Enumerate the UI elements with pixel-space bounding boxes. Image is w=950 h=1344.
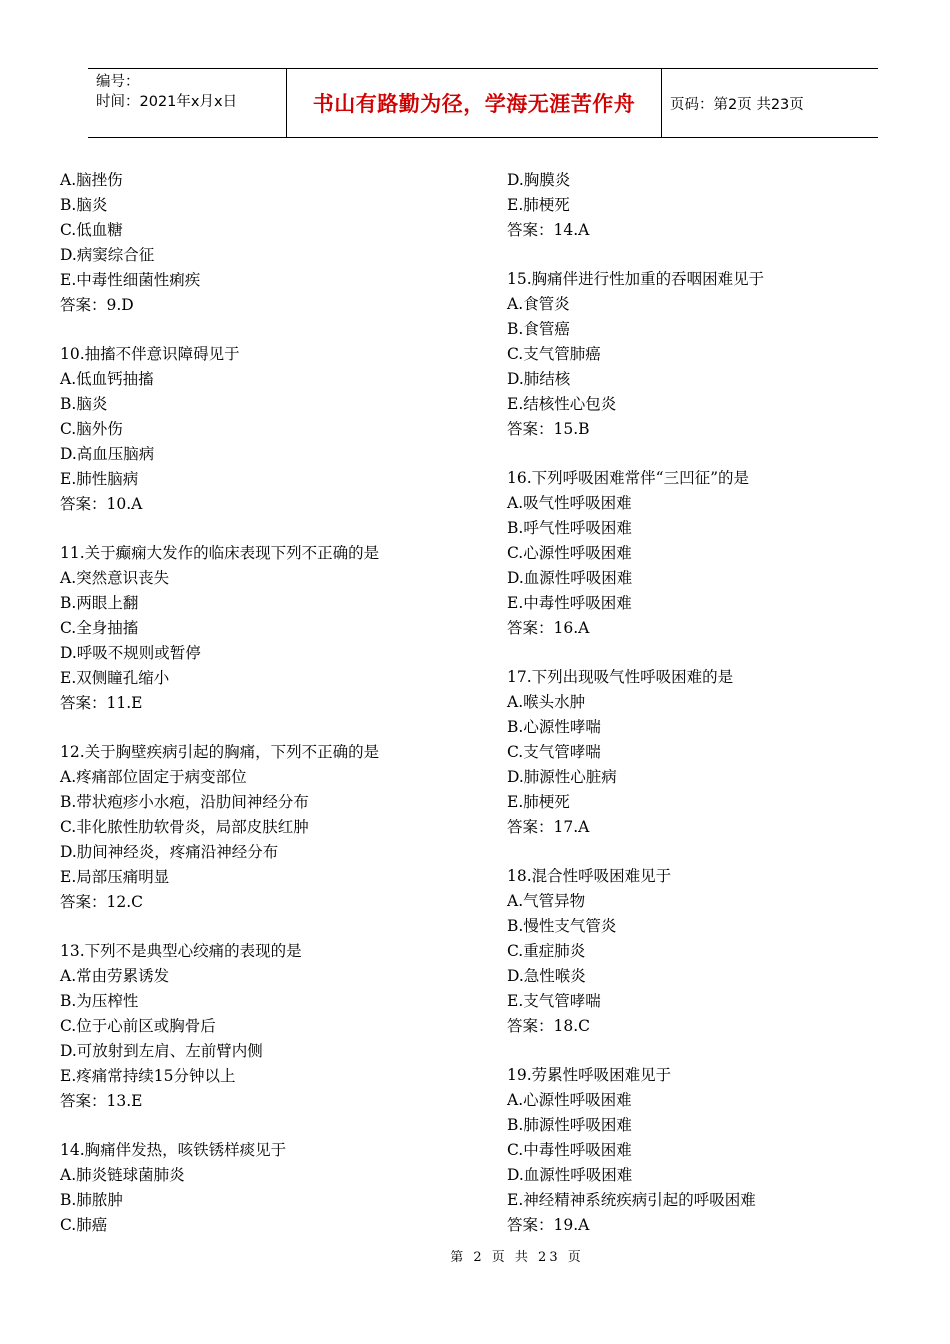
question-line: C.低血糖	[60, 221, 123, 239]
question-line: B.带状疱疹小水疱，沿肋间神经分布	[60, 793, 309, 811]
question-block	[60, 541, 480, 716]
question-block	[507, 168, 927, 243]
question-line: 17.下列出现吸气性呼吸困难的是	[507, 668, 734, 686]
question-block	[60, 342, 480, 517]
question-line: D.急性喉炎	[507, 967, 586, 985]
question-line: D.可放射到左肩、左前臂内侧	[60, 1042, 263, 1060]
right-column	[507, 168, 927, 1262]
question-line: E.神经精神系统疾病引起的呼吸困难	[507, 1191, 756, 1209]
time-label: 时间：2021年x月x日	[96, 94, 238, 110]
question-line: E.肺梗死	[507, 196, 570, 214]
question-line: B.呼气性呼吸困难	[507, 519, 632, 537]
question-line: B.两眼上翻	[60, 594, 139, 612]
header-page-label: 页码：第2页 共23页	[670, 96, 804, 113]
question-block	[60, 168, 480, 318]
question-block	[60, 939, 480, 1114]
question-line: B.为压榨性	[60, 992, 139, 1010]
question-line: E.局部压痛明显	[60, 868, 170, 886]
question-line: C.心源性呼吸困难	[507, 544, 632, 562]
question-line: B.肺脓肿	[60, 1191, 123, 1209]
question-line: C.位于心前区或胸骨后	[60, 1017, 216, 1035]
number-label: 编号：	[96, 74, 140, 90]
question-line: A.常由劳累诱发	[60, 967, 170, 985]
question-line: A.喉头水肿	[507, 693, 586, 711]
question-line: C.全身抽搐	[60, 619, 139, 637]
page-footer: 第 2 页 共 23 页	[450, 1250, 584, 1265]
question-line: E.中毒性细菌性痢疾	[60, 271, 201, 289]
question-line: 答案：18.C	[507, 1017, 591, 1035]
question-line: A.突然意识丧失	[60, 569, 170, 587]
question-line: A.疼痛部位固定于病变部位	[60, 768, 247, 786]
question-line: C.支气管肺癌	[507, 345, 601, 363]
question-line: E.疼痛常持续15分钟以上	[60, 1067, 236, 1085]
question-line: D.肺源性心脏病	[507, 768, 617, 786]
question-line: C.支气管哮喘	[507, 743, 601, 761]
question-line: D.呼吸不规则或暂停	[60, 644, 201, 662]
question-line: D.高血压脑病	[60, 445, 155, 463]
question-line: 答案：12.C	[60, 893, 144, 911]
question-line: 答案：14.A	[507, 221, 590, 239]
question-line: E.支气管哮喘	[507, 992, 601, 1010]
question-line: B.肺源性呼吸困难	[507, 1116, 632, 1134]
question-block	[507, 267, 927, 442]
question-block	[507, 864, 927, 1039]
header-motto: 书山有路勤为径，学海无涯苦作舟	[287, 69, 662, 137]
question-line: 答案：19.A	[507, 1216, 590, 1234]
question-line: E.中毒性呼吸困难	[507, 594, 632, 612]
question-line: A.低血钙抽搐	[60, 370, 154, 388]
page-header	[88, 68, 878, 138]
question-line: 答案：15.B	[507, 420, 590, 438]
question-line: B.慢性支气管炎	[507, 917, 617, 935]
question-line: C.肺癌	[60, 1216, 108, 1234]
question-line: B.脑炎	[60, 196, 108, 214]
question-line: C.脑外伤	[60, 420, 123, 438]
question-line: 14.胸痛伴发热，咳铁锈样痰见于	[60, 1141, 287, 1159]
question-block	[507, 665, 927, 840]
question-line: D.血源性呼吸困难	[507, 1166, 633, 1184]
question-line: C.中毒性呼吸困难	[507, 1141, 632, 1159]
question-line: C.重症肺炎	[507, 942, 586, 960]
question-line: A.心源性呼吸困难	[507, 1091, 632, 1109]
question-line: B.心源性哮喘	[507, 718, 601, 736]
question-line: B.脑炎	[60, 395, 108, 413]
question-line: 16.下列呼吸困难常伴“三凹征”的是	[507, 469, 749, 487]
question-line: 答案：11.E	[60, 694, 143, 712]
question-line: 10.抽搐不伴意识障碍见于	[60, 345, 240, 363]
question-line: 答案：13.E	[60, 1092, 143, 1110]
question-line: 19.劳累性呼吸困难见于	[507, 1066, 672, 1084]
question-block	[60, 1138, 480, 1238]
question-line: A.肺炎链球菌肺炎	[60, 1166, 185, 1184]
question-line: A.食管炎	[507, 295, 570, 313]
question-line: 答案：10.A	[60, 495, 143, 513]
question-line: E.肺梗死	[507, 793, 570, 811]
question-line: B.食管癌	[507, 320, 570, 338]
question-line: A.脑挫伤	[60, 171, 123, 189]
question-line: 答案：9.D	[60, 296, 134, 314]
question-line: D.血源性呼吸困难	[507, 569, 633, 587]
question-line: 11.关于癫痫大发作的临床表现下列不正确的是	[60, 544, 380, 562]
question-line: 15.胸痛伴进行性加重的吞咽困难见于	[507, 270, 765, 288]
question-line: 12.关于胸壁疾病引起的胸痛，下列不正确的是	[60, 743, 380, 761]
question-line: 答案：16.A	[507, 619, 590, 637]
question-line: 答案：17.A	[507, 818, 590, 836]
header-meta	[88, 69, 287, 137]
question-line: D.胸膜炎	[507, 171, 571, 189]
question-line: 18.混合性呼吸困难见于	[507, 867, 672, 885]
question-line: 13.下列不是典型心绞痛的表现的是	[60, 942, 302, 960]
question-line: C.非化脓性肋软骨炎，局部皮肤红肿	[60, 818, 309, 836]
left-column	[60, 168, 480, 1262]
question-line: D.肋间神经炎，疼痛沿神经分布	[60, 843, 279, 861]
question-line: D.肺结核	[507, 370, 571, 388]
question-line: A.吸气性呼吸困难	[507, 494, 632, 512]
question-block	[507, 1063, 927, 1238]
question-line: D.病窦综合征	[60, 246, 155, 264]
question-block	[60, 740, 480, 915]
question-line: E.双侧瞳孔缩小	[60, 669, 170, 687]
question-line: A.气管异物	[507, 892, 586, 910]
question-line: E.结核性心包炎	[507, 395, 617, 413]
question-block	[507, 466, 927, 641]
question-line: E.肺性脑病	[60, 470, 139, 488]
